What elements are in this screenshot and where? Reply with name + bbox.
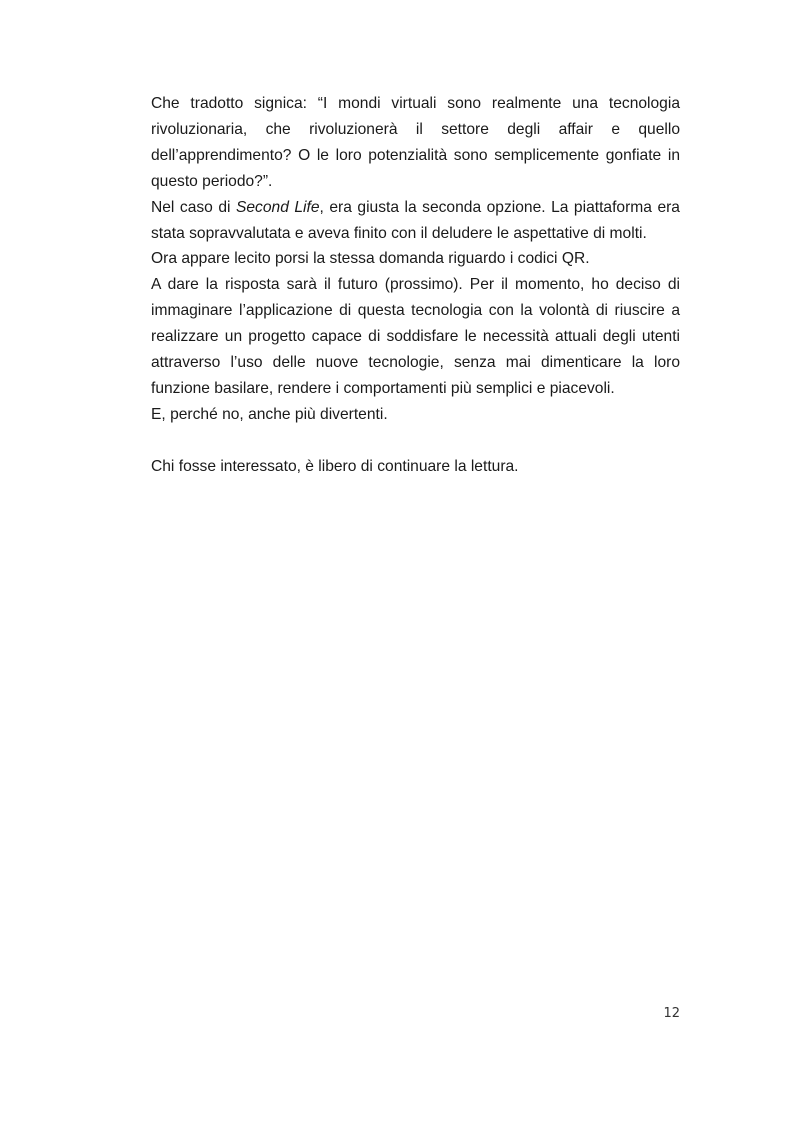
paragraph-fun: E, perché no, anche più divertenti. (151, 405, 388, 423)
page-number: 12 (663, 1006, 680, 1021)
paragraph-translation-quote: Che tradotto signica: “I mondi virtuali sono realmente una tecnologia rivoluzionaria, che rivoluzionerà il settore degli affair e quello dell’apprendimento? O le loro potenzialità sono semplicemente gonfiate in questo periodo?”. (151, 95, 680, 190)
paragraph-spacer (151, 428, 680, 454)
paragraph-continue-reading: Chi fosse interessato, è libero di continuare la lettura. (151, 457, 519, 475)
paragraph-second-life (151, 195, 680, 247)
paragraph-second-life-before: Nel caso di (151, 198, 236, 216)
body-text (151, 91, 680, 480)
second-life-italic: Second Life (235, 198, 320, 216)
paragraph-future-answer: A dare la risposta sarà il futuro (prossimo). Per il momento, ho deciso di immaginare l’applicazione di questa tecnologia con la volontà di riuscire a realizzare un progetto capace di soddisfare le necessità attuali degli utenti attraverso l’uso delle nuove tecnologie, senza mai dimenticare la loro funzione basilare, rendere i comportamenti più semplici e piacevoli. (151, 276, 680, 397)
paragraph-qr-question: Ora appare lecito porsi la stessa domanda riguardo i codici QR. (151, 250, 590, 268)
paragraph-second-life-after: , era giusta la seconda opzione. La piattaforma era stata sopravvalutata e aveva finito con il deludere le aspettative di molti. (151, 198, 680, 242)
